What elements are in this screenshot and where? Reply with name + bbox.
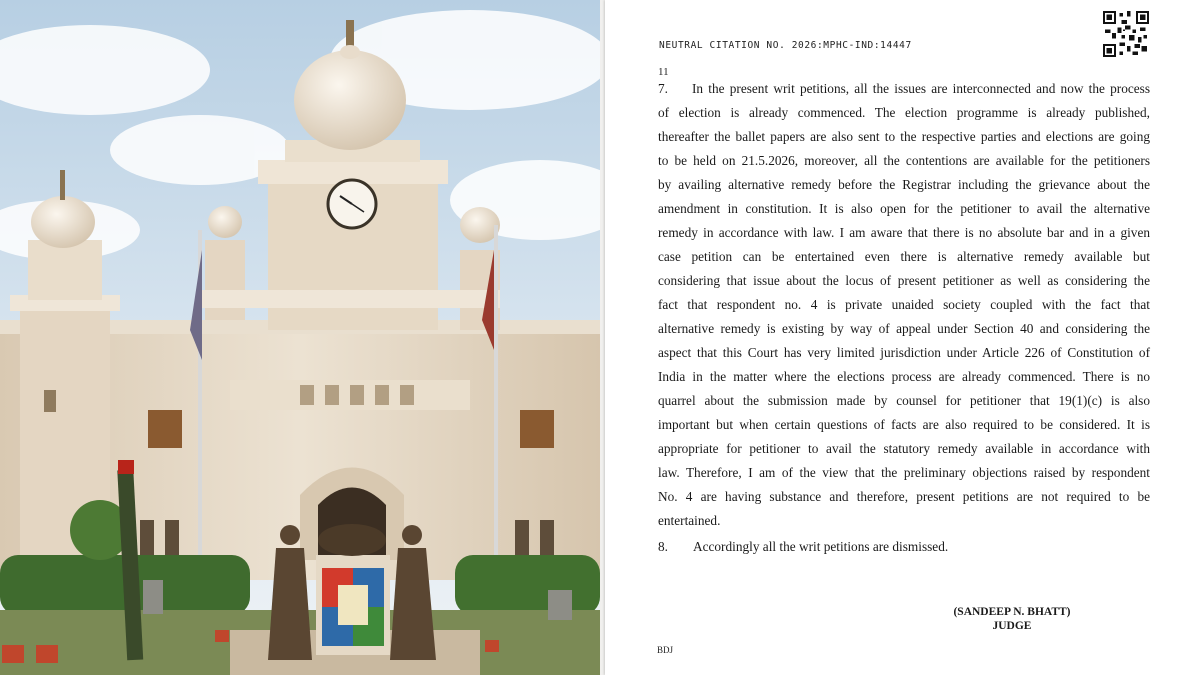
typist-initials: BDJ bbox=[657, 645, 674, 655]
paragraph-line: amendment in constitution. It is also open for the petitioner to avail the alternative bbox=[658, 201, 1150, 216]
paragraph-line: No. 4 are having substance and therefore, present petitions are not required to be bbox=[658, 489, 1150, 504]
page-number: 11 bbox=[658, 66, 669, 78]
paragraph-line: alternative remedy is existing by way of appeal under Section 40 and considering the bbox=[658, 321, 1150, 336]
qr-code-icon bbox=[1103, 11, 1149, 57]
paragraph-line: appropriate for petitioner to avail the statutory remedy available in accordance with bbox=[658, 441, 1150, 456]
paragraph-line: by availing alternative remedy before the Registrar including the grievance about the bbox=[658, 177, 1150, 192]
paragraph-line: case petition can be entertained even there is alternative remedy available but bbox=[658, 249, 1150, 264]
judge-title: JUDGE bbox=[992, 620, 1032, 632]
paragraph-line: important but when certain questions of facts are also required to be considered. It is bbox=[658, 417, 1150, 432]
paragraph-line: law. Therefore, I am of the view that the preliminary objections raised by respondent bbox=[658, 465, 1150, 480]
paragraph-line: India in the matter where the elections process are already commenced. There is no bbox=[658, 369, 1150, 384]
neutral-citation: NEUTRAL CITATION NO. 2026:MPHC-IND:14447 bbox=[659, 40, 912, 51]
paragraph-line: considering that issue about the locus of present petitioner as well as considering the bbox=[658, 273, 1150, 288]
paragraph-8 bbox=[658, 539, 948, 555]
paragraph-number: 8. bbox=[658, 539, 668, 554]
signature-block bbox=[947, 605, 1077, 633]
paragraph-line: remedy in accordance with law. I am aware that there is no absolute bar and in a given bbox=[658, 225, 1150, 240]
judge-name: (SANDEEP N. BHATT) bbox=[953, 606, 1071, 618]
paragraph-line: fact that respondent no. 4 is private unaided society coupled with the fact that bbox=[658, 297, 1150, 312]
paragraph-line: of election is already commenced. The election programme is already published, bbox=[658, 105, 1150, 120]
paragraph-line: aspect that this Court has very limited jurisdiction under Article 226 of Constitution of bbox=[658, 345, 1150, 360]
paragraph-line: 7. In the present writ petitions, all the issues are interconnected and now the process bbox=[658, 77, 1150, 101]
document-page bbox=[605, 0, 1200, 675]
paragraph-line: entertained. bbox=[658, 513, 721, 528]
lion-statue bbox=[318, 524, 386, 556]
paragraph-number: 7. bbox=[658, 81, 668, 96]
paragraph-line: thereafter the ballet papers are also sent to the respective parties and elections are going bbox=[658, 129, 1150, 144]
paragraph-line: to be held on 21.5.2026, moreover, all the contentions are available for the petitioners bbox=[658, 153, 1150, 168]
paragraph-7 bbox=[658, 77, 1150, 533]
paragraph-8-text: Accordingly all the writ petitions are dismissed. bbox=[693, 539, 949, 554]
paragraph-line: quarrel about the submission made by counsel for petitioner that 19(1)(c) is also bbox=[658, 393, 1150, 408]
